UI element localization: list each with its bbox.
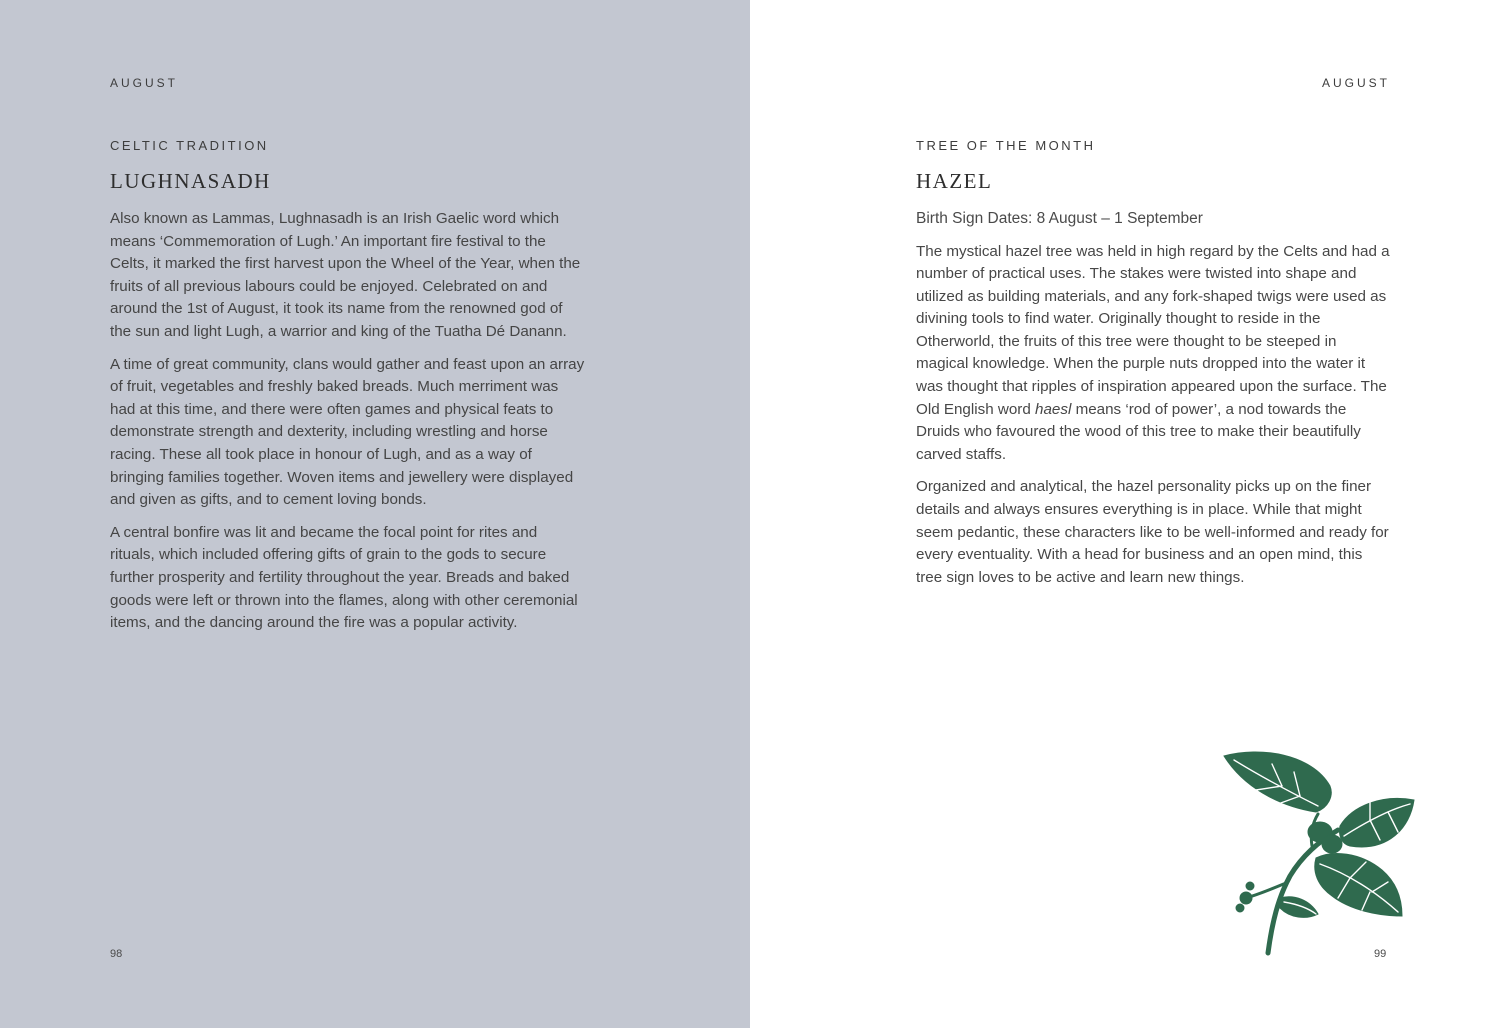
section-title: HAZEL	[916, 169, 993, 193]
section-label: TREE OF THE MONTH	[916, 138, 1096, 153]
running-head: AUGUST	[1321, 76, 1390, 90]
birth-sign-dates: Birth Sign Dates: 8 August – 1 September	[916, 210, 1203, 227]
right-page-content	[916, 138, 1391, 599]
paragraph: Organized and analytical, the hazel personality picks up on the finer details and always ensures everything is in place. While that might seem pedantic, these characters like to be well-informed and ready for every eventuality. With a head for business and an open mind, this tree sign loves to be active and learn new things.	[916, 478, 1389, 586]
italic-term: haesl	[1035, 400, 1072, 418]
section-label: CELTIC TRADITION	[110, 138, 269, 153]
paragraph: A time of great community, clans would gather and feast upon an array of fruit, vegetables and freshly baked breads. Much merriment was had at this time, and there were often games and physical feats to demonstrate strength and dexterity, including wrestling and horse racing. These all took place in honour of Lugh, and as a way of bringing families together. Woven items and jewellery were displayed and given as gifts, and to cement loving bonds.	[110, 355, 585, 509]
paragraph	[916, 241, 1391, 467]
paragraph: Also known as Lammas, Lughnasadh is an Irish Gaelic word which means ‘Commemoration of Lugh.’ An important fire festival to the Celts, it marked the first harvest upon the Wheel of the Year, when the fruits of all previous labours could be enjoyed. Celebrated on and around the 1st of August, it took its name from the renowned god of the sun and light Lugh, a warrior and king of the Tuatha Dé Danann.	[110, 210, 581, 340]
page-number: 98	[110, 948, 123, 960]
right-page	[750, 0, 1500, 1028]
paragraph-text: The mystical hazel tree was held in high regard by the Celts and had a number of practical uses. The stakes were twisted into shape and utilized as building materials, and any fork-shaped twigs were used as divining tools to find water. Originally thought to reside in the Otherworld, the fruits of this tree were thought to be steeped in magical knowledge. When the purple nuts dropped into the water it was thought that ripples of inspiration appeared upon the surface. The Old English word	[916, 242, 1390, 418]
paragraph: A central bonfire was lit and became the focal point for rites and rituals, which included offering gifts of grain to the gods to secure further prosperity and fertility throughout the year. Breads and baked goods were left or thrown into the flames, along with other ceremonial items, and the dancing around the fire was a popular activity.	[110, 523, 578, 632]
running-head: AUGUST	[110, 76, 179, 90]
page-number: 99	[1374, 948, 1387, 960]
paragraph-text: means ‘rod of power’, a nod towards the Druids who favoured the wood of this tree to make their beautifully carved staffs.	[916, 400, 1361, 463]
hazel-branch-icon	[1220, 748, 1420, 958]
section-title: LUGHNASADH	[110, 169, 271, 193]
left-page-content	[110, 138, 585, 645]
